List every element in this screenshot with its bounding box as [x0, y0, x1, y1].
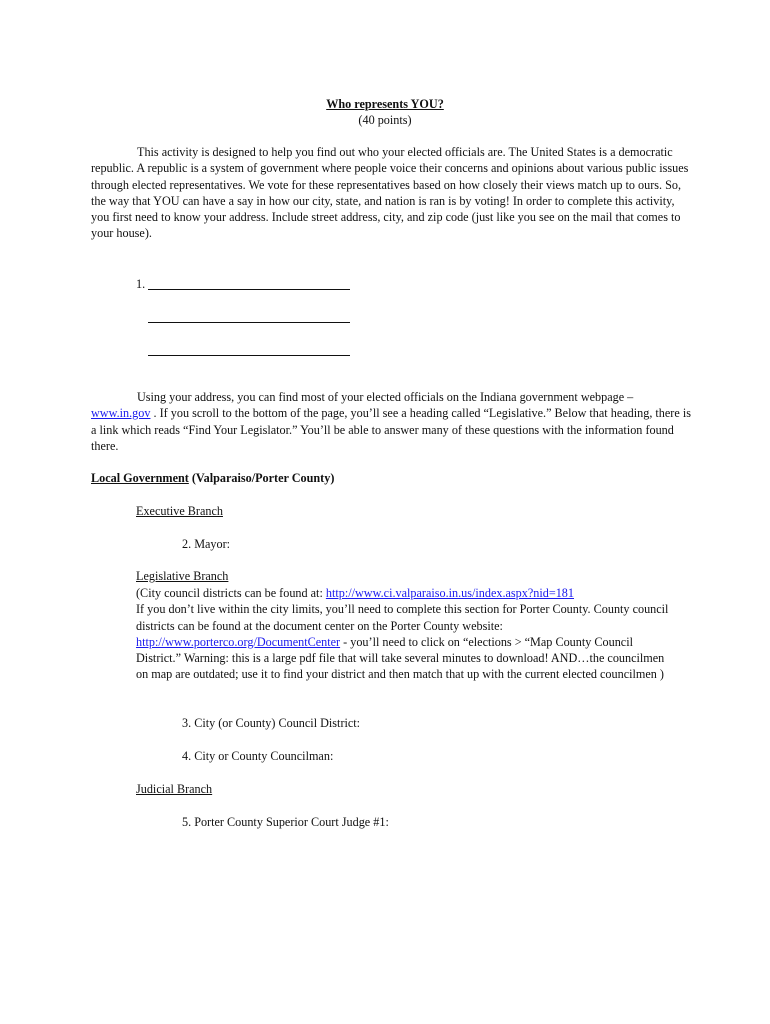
points-label: (40 points): [358, 113, 412, 127]
question-1-number: 1.: [136, 277, 146, 291]
address-line-2[interactable]: [148, 322, 350, 323]
question-5-judge: 5. Porter County Superior Court Judge #1:: [182, 815, 389, 829]
legislative-instructions: [136, 585, 676, 683]
intro-paragraph: This activity is designed to help you find out who your elected officials are. The United States is a democratic republic. A republic is a system of government where people voice their concerns and opinions about various public issues through elected representatives. We vote for these representatives based on how closely their views match up to ours. So, the way that YOU can have a say in how our city, state, and nation is ran is by voting! In order to complete this activity, you first need to know your address. Include street address, city, and zip code (just like you see on the mail that comes to your house).: [91, 145, 689, 241]
legislative-branch-label: Legislative Branch: [136, 569, 229, 583]
local-government-heading: [91, 470, 334, 486]
in-gov-link[interactable]: www.in.gov: [91, 406, 151, 421]
instructions-text-1: Using your address, you can find most of your elected officials on the Indiana government webpage –: [137, 390, 634, 404]
valparaiso-council-link[interactable]: http://www.ci.valparaiso.in.us/index.aspx?nid=181: [325, 586, 574, 600]
legislative-text-3: - you’ll need to click on “elections > “Map County Council District.” Warning: this is a large pdf file that will take several minutes to download! AND…the councilmen on map are outdated; use it to find your district and then match that up with the current elected councilmen ): [136, 634, 665, 682]
legislative-text-1: (City council districts can be found at:: [136, 586, 326, 600]
question-3-council-district: 3. City (or County) Council District:: [182, 716, 361, 730]
judicial-branch-label: Judicial Branch: [136, 782, 213, 796]
address-line-3[interactable]: [148, 355, 350, 356]
local-government-subtitle: (Valparaiso/Porter County): [188, 471, 335, 485]
question-4-councilman: 4. City or County Councilman:: [182, 749, 334, 763]
executive-branch-label: Executive Branch: [136, 504, 223, 518]
question-2-mayor: 2. Mayor:: [182, 537, 231, 551]
legislative-text-2: If you don’t live within the city limits, you’ll need to complete this section for Porter County. County council districts can be found at the document center on the Porter County website:: [136, 602, 669, 633]
porterco-document-center-link[interactable]: http://www.porterco.org/DocumentCenter: [136, 634, 341, 649]
address-line-1[interactable]: [148, 289, 350, 290]
page-title: Who represents YOU?: [326, 97, 444, 111]
instructions-paragraph: [91, 389, 691, 454]
instructions-text-2: . If you scroll to the bottom of the page, you’ll see a heading called “Legislative.” Below that heading, there is a link which reads “Find Your Legislator.” You’ll be able to answer many of these questions with the information found there.: [91, 406, 691, 453]
local-government-title: Local Government: [91, 471, 189, 485]
